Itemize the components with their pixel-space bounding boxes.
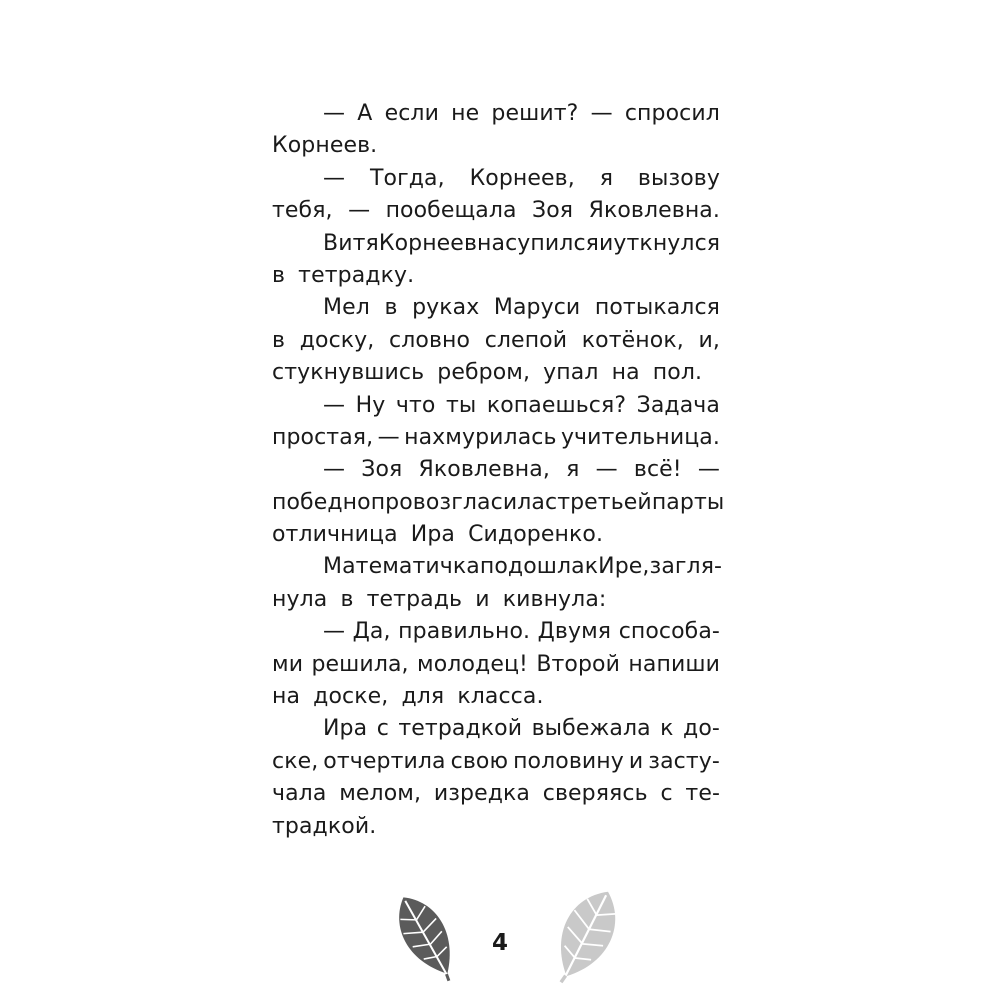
dark-leaf-icon bbox=[380, 888, 470, 988]
word: я bbox=[566, 457, 580, 483]
word: уткнулся bbox=[613, 230, 721, 256]
word: ты bbox=[445, 392, 477, 418]
text-line bbox=[272, 584, 720, 616]
word: насупился bbox=[477, 230, 599, 256]
word: и bbox=[475, 586, 490, 612]
word: нахмурилась bbox=[404, 424, 557, 450]
word: — bbox=[323, 457, 346, 483]
word: отличница bbox=[272, 522, 398, 548]
word: Ира bbox=[323, 716, 368, 742]
word: на bbox=[611, 360, 640, 386]
word: Второй bbox=[536, 651, 621, 677]
text-line bbox=[272, 260, 720, 292]
word: Витя bbox=[323, 230, 379, 256]
word: Двумя bbox=[537, 619, 612, 645]
page-number: 4 bbox=[491, 930, 508, 956]
text-line bbox=[272, 195, 720, 227]
word: Яковлевна. bbox=[588, 198, 720, 224]
word: с bbox=[376, 716, 389, 742]
word: котёнок, bbox=[581, 327, 684, 353]
word: правильно. bbox=[398, 619, 531, 645]
word: копаешься? bbox=[486, 392, 627, 418]
word: — bbox=[348, 198, 371, 224]
word: к bbox=[660, 716, 674, 742]
word: чала bbox=[272, 781, 327, 807]
word: с bbox=[660, 781, 673, 807]
word: класса. bbox=[457, 684, 544, 710]
word: Зоя bbox=[532, 198, 574, 224]
word: для bbox=[401, 684, 445, 710]
page-footer bbox=[0, 880, 1000, 1000]
word: изредка bbox=[433, 781, 530, 807]
word: свою bbox=[450, 748, 509, 774]
word: Яковлевна, bbox=[418, 457, 550, 483]
text-line bbox=[272, 681, 720, 713]
text-line bbox=[272, 422, 720, 454]
word: — bbox=[377, 424, 400, 450]
word: руках bbox=[412, 295, 480, 321]
word: провозгласила bbox=[370, 489, 545, 515]
word: те- bbox=[685, 781, 720, 807]
word: Ну bbox=[355, 392, 386, 418]
word: Ира bbox=[410, 522, 455, 548]
word: мелом, bbox=[339, 781, 422, 807]
text-line bbox=[272, 325, 720, 357]
word: с bbox=[544, 489, 558, 515]
word: пол. bbox=[652, 360, 703, 386]
word: тетрадь bbox=[366, 586, 463, 612]
word: Корнеев, bbox=[469, 165, 575, 191]
text-line bbox=[272, 292, 720, 324]
word: что bbox=[395, 392, 436, 418]
word: Корнеев. bbox=[272, 133, 378, 159]
word: молодец! bbox=[417, 651, 528, 677]
word: пообещала bbox=[385, 198, 517, 224]
word: если bbox=[384, 101, 439, 126]
word: на bbox=[272, 684, 301, 710]
word: Маруси bbox=[493, 295, 581, 321]
text-line bbox=[272, 130, 720, 162]
text-line bbox=[272, 454, 720, 486]
word: ске, bbox=[272, 748, 319, 774]
text-line bbox=[272, 616, 720, 648]
word: третьей bbox=[557, 489, 652, 515]
word: традкой. bbox=[272, 813, 377, 839]
word: отчертила bbox=[323, 748, 446, 774]
word: доску, bbox=[299, 327, 375, 353]
word: до- bbox=[683, 716, 720, 742]
word: ми bbox=[272, 651, 304, 677]
word: вызову bbox=[637, 165, 720, 191]
word: учительница. bbox=[560, 424, 720, 450]
text-line bbox=[272, 357, 720, 389]
word: Да, bbox=[352, 619, 391, 645]
word: не bbox=[451, 101, 480, 126]
text-line bbox=[272, 228, 720, 260]
word: половину bbox=[513, 748, 624, 774]
word: ребром, bbox=[437, 360, 531, 386]
word: нула bbox=[272, 586, 328, 612]
word: слепой bbox=[484, 327, 568, 353]
word: словно bbox=[389, 327, 471, 353]
word: — bbox=[590, 101, 613, 126]
word: кивнула: bbox=[502, 586, 607, 612]
word: стукнувшись bbox=[272, 360, 425, 386]
word: в bbox=[340, 586, 354, 612]
word: Мел bbox=[323, 295, 370, 321]
text-line bbox=[272, 713, 720, 745]
word: Тогда, bbox=[369, 165, 445, 191]
word: спросил bbox=[624, 101, 720, 126]
word: доске, bbox=[313, 684, 389, 710]
word: тебя, bbox=[272, 198, 333, 224]
text-line bbox=[272, 778, 720, 810]
word: победно bbox=[272, 489, 371, 515]
text-line bbox=[272, 390, 720, 422]
word: способа- bbox=[618, 619, 720, 645]
word: подошла bbox=[479, 554, 585, 580]
text-line bbox=[272, 649, 720, 681]
word: всё! bbox=[633, 457, 682, 483]
word: Задача bbox=[636, 392, 720, 418]
word: решит? bbox=[491, 101, 579, 126]
word: и, bbox=[698, 327, 720, 353]
word: Сидоренко. bbox=[468, 522, 604, 548]
body-text bbox=[272, 98, 725, 843]
text-line bbox=[272, 811, 720, 843]
text-line bbox=[272, 519, 720, 551]
word: Ире, bbox=[598, 554, 650, 580]
word: парты bbox=[651, 489, 725, 515]
word: засту- bbox=[648, 748, 720, 774]
word: — bbox=[595, 457, 618, 483]
text-line bbox=[272, 551, 723, 583]
text-line bbox=[272, 163, 720, 195]
word: решила, bbox=[311, 651, 409, 677]
word: загля- bbox=[649, 554, 723, 580]
word: простая, bbox=[272, 424, 374, 450]
light-leaf-icon bbox=[530, 880, 640, 990]
word: упал bbox=[543, 360, 599, 386]
word: в bbox=[384, 295, 398, 321]
word: А bbox=[357, 101, 373, 126]
word: в bbox=[272, 327, 286, 353]
word: Математичка bbox=[323, 554, 480, 580]
word: тетрадку. bbox=[298, 262, 415, 288]
word: — bbox=[323, 619, 346, 645]
word: напиши bbox=[628, 651, 720, 677]
word: — bbox=[323, 392, 346, 418]
word: — bbox=[323, 101, 346, 126]
word: и bbox=[628, 748, 644, 774]
word: — bbox=[697, 457, 720, 483]
word: я bbox=[599, 165, 614, 191]
word: выбежала bbox=[531, 716, 651, 742]
word: в bbox=[272, 262, 286, 288]
word: тетрадкой bbox=[398, 716, 523, 742]
word: Корнеев bbox=[378, 230, 478, 256]
word: — bbox=[323, 165, 346, 191]
word: Зоя bbox=[361, 457, 403, 483]
word: сверяясь bbox=[542, 781, 648, 807]
word: к bbox=[584, 554, 599, 580]
word: потыкался bbox=[594, 295, 720, 321]
text-line bbox=[272, 98, 720, 130]
text-line bbox=[272, 487, 725, 519]
text-line bbox=[272, 746, 720, 778]
word: и bbox=[598, 230, 614, 256]
